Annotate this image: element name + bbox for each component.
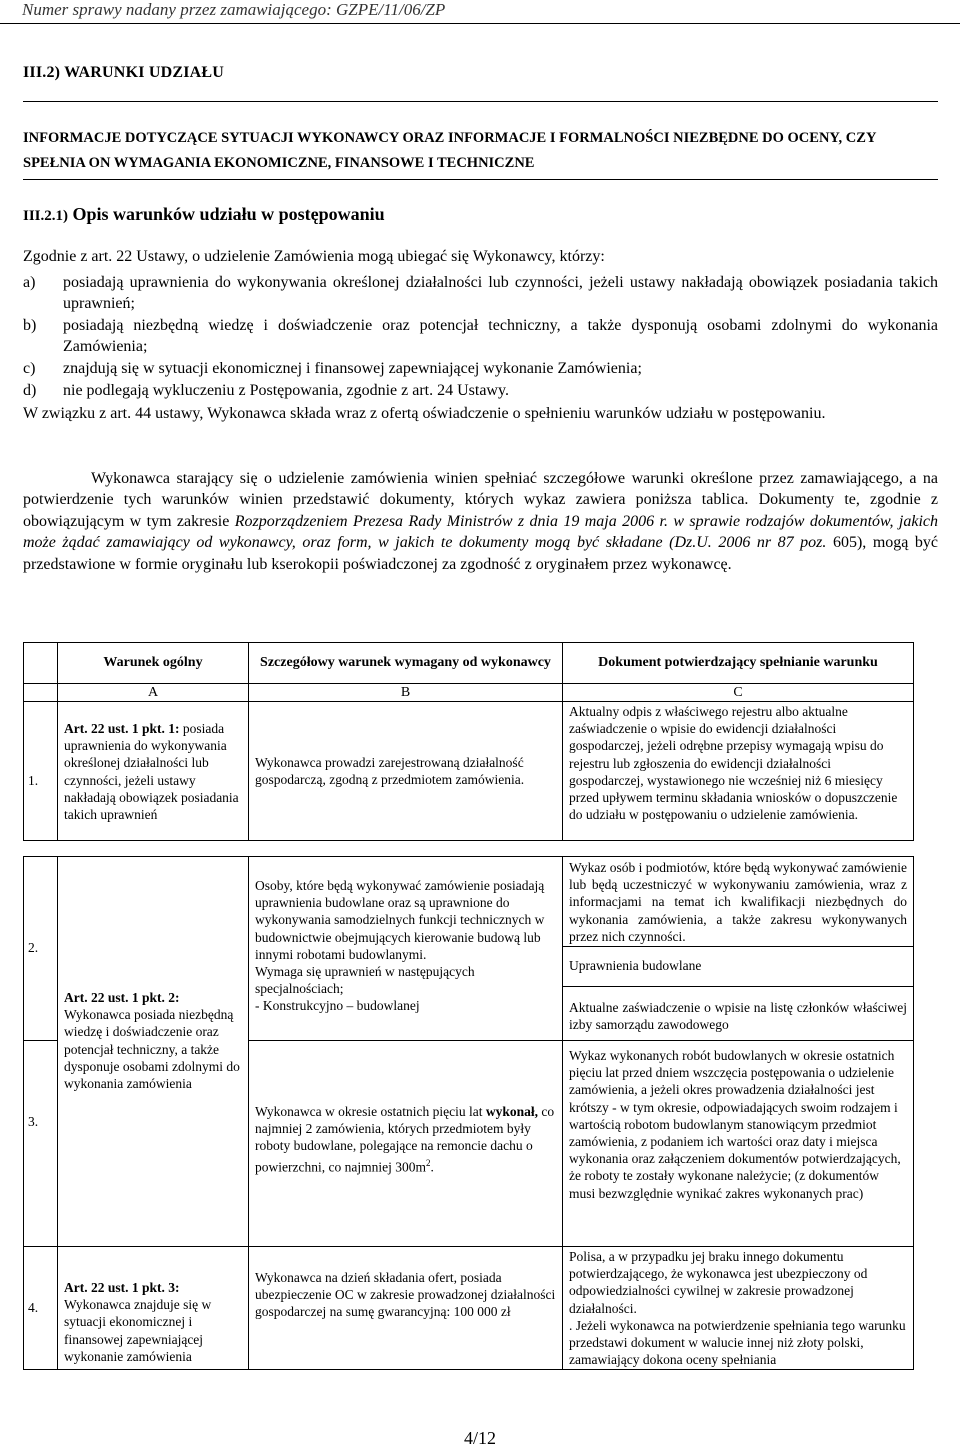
row-3-b-end: . [430, 1159, 434, 1175]
item-text-c: znajdują się w sytuacji ekonomicznej i finansowej zapewniającej wykonanie Zamówienia; [63, 360, 642, 377]
row-3-article: Art. 22 ust. 1 pkt. 2: [64, 990, 180, 1005]
table-row-2-col-c-1: Wykaz osób i podmiotów, które będą wykonywać zamówienie lub będą uczestniczyć w wykonywaniu zamówienia, wraz z informacjami na temat ich kwalifikacji niezbędnych do wykonania zamówienia, a także zakresu wykonywanych przez nich czynności. [562, 856, 914, 947]
para-italic-title: w sprawie rodzajów dokumentów, jakich może żądać zamawiający od wykonawcy, oraz form, w jakich te dokumenty mogą być składane (Dz.U. 2006 nr 87 poz. [23, 512, 938, 552]
item-letter-c: c) [23, 360, 36, 377]
table-letter-c: C [562, 683, 914, 702]
intro-closing: W związku z art. 44 ustawy, Wykonawca składa wraz z ofertą oświadczenie o spełnieniu warunków udziału w postępowaniu. [23, 405, 826, 422]
subsection-number: III.2.1) [23, 208, 69, 224]
table-row-3-col-a [57, 856, 249, 1247]
table-row-3-num: 3. [23, 1040, 58, 1247]
row-3-b-emphasis: wykonał, [485, 1104, 539, 1119]
documents-paragraph [23, 468, 938, 575]
table-row-3-col-b [248, 1040, 563, 1247]
para-italic-regulation: Rozporządzeniem Prezesa Rady Ministrów z dnia 19 maja 2006 r. [234, 512, 668, 530]
para-text-2: 605), mogą być przedstawione w formie oryginału lub kserokopii poświadczonej za zgodność z oryginałem przez wykonawcę. [23, 534, 939, 573]
item-letter-d: d) [23, 382, 37, 399]
table-header-num [23, 642, 58, 684]
row-1-condition: posiada uprawnienia do wykonywania określonej działalności lub czynności, jeżeli ustawy nakładają obowiązek posiadania takich uprawnień [64, 721, 239, 823]
table-row-2-num: 2. [23, 856, 58, 1041]
row-3-b-superscript: 2 [425, 1157, 431, 1168]
section-info: INFORMACJE DOTYCZĄCE SYTUACJI WYKONAWCY ORAZ INFORMACJE I FORMALNOŚCI NIEZBĘDNE DO OCENY, CZY SPEŁNIA ON WYMAGANIA EKONOMICZNE, FINANSOWE I TECHNICZNE [23, 130, 876, 171]
row-3-b-text: Wykonawca w okresie ostatnich pięciu lat [255, 1104, 486, 1119]
table-row-4-col-a [57, 1246, 249, 1370]
page-number: 4/12 [463, 1428, 496, 1448]
section-title: III.2) WARUNKI UDZIAŁU [23, 64, 225, 81]
table-row-1-col-c: Aktualny odpis z właściwego rejestru albo aktualne zaświadczenie o wpisie do ewidencji działalności gospodarczej, jeżeli odrębne przepisy wymagają wpisu do rejestru lub zgłoszenia do ewidencji działalności gospodarczej, wystawionego nie wcześniej niż 6 miesięcy przed upływem terminu składania wniosków o dopuszczenie do udziału w postępowaniu o udzielenie zamówienia. [562, 701, 914, 841]
table-row-4-col-b: Wykonawca na dzień składania ofert, posiada ubezpieczenie OC w zakresie prowadzonej działalności gospodarczej na sumę gwarancyjną: 100 000 zł [248, 1246, 563, 1370]
table-row-2-col-c-2: Uprawnienia budowlane [562, 946, 914, 987]
row-4-article: Art. 22 ust. 1 pkt. 3: [64, 1280, 180, 1295]
table-header-c: Dokument potwierdzający spełnianie warunku [562, 642, 914, 684]
item-text-d: nie podlegają wykluczeniu z Postępowania, zgodnie z art. 24 Ustawy. [63, 382, 509, 399]
table-row-1-col-b: Wykonawca prowadzi zarejestrowaną działalność gospodarczą, zgodną z przedmiotem zamówienia. [248, 701, 563, 841]
item-text-b: posiadają niezbędną wiedzę i doświadczenie oraz potencjał techniczny, a także dysponują osobami zdolnymi do wykonania Zamówienia; [63, 317, 938, 355]
item-text-a: posiadają uprawnienia do wykonywania określonej działalności lub czynności, jeżeli ustawy nakładają obowiązek posiadania takich uprawnień; [63, 274, 938, 312]
table-row-3-col-c: Wykaz wykonanych robót budowlanych w okresie ostatnich pięciu lat przed dniem wszczęcia postępowania o udzielenie zamówienia, a jeżeli okres prowadzenia działalności jest krótszy - w tym okresie, odpowiadających swoim rodzajem i wartością robotom budowlanym stanowiącym przedmiot zamówienia, z podaniem ich wartości oraz daty i miejsca wykonania oraz załączeniem dokumentów potwierdzających, że roboty te zostały wykonane należycie; (z dokumentów musi bezwzględnie wynikać zakres wykonanych prac) [562, 1040, 914, 1247]
table-letter-b: B [248, 683, 563, 702]
table-row-4-num: 4. [23, 1246, 58, 1370]
table-header-b: Szczegółowy warunek wymagany od wykonawcy [248, 642, 563, 684]
table-letter-a: A [57, 683, 249, 702]
table-row-4-col-c: Polisa, a w przypadku jej braku innego dokumentu potwierdzającego, że wykonawca jest ubezpieczony od odpowiedzialności cywilnej w zakresie prowadzonej działalności. . Jeżeli wykonawca na potwierdzenie spełniania tego warunku przedstawi dokument w walucie innej niż złoty polski, zamawiający dokona oceny spełniania [562, 1246, 914, 1370]
row-3-condition: Wykonawca posiada niezbędną wiedzę i doświadczenie oraz potencjał techniczny, a także dysponuje osobami zdolnymi do wykonania zamówienia [64, 1007, 240, 1092]
item-letter-a: a) [23, 274, 36, 291]
table-header-a: Warunek ogólny [57, 642, 249, 684]
subsection-title [23, 204, 385, 225]
para-text-1: Wykonawca starający się o udzielenie zamówienia winien spełniać szczegółowe warunki określone przez zamawiającego, a na potwierdzenie tych warunków winien przedstawić dokumenty, których wykaz zawiera poniższa tablica. Dokumenty te, zgodnie z obowiązującym w tym zakresie [23, 470, 938, 530]
section-rule-bottom [23, 179, 938, 180]
table-row-2-col-c-3: Aktualne zaświadczenie o wpisie na listę członków właściwej izby samorządu zawodowego [562, 986, 914, 1041]
header-rule [0, 23, 960, 24]
table-row-1-col-a [57, 701, 249, 841]
intro-lead: Zgodnie z art. 22 Ustawy, o udzielenie Zamówienia mogą ubiegać się Wykonawcy, którzy: [23, 248, 605, 265]
table-letter-num [23, 683, 58, 702]
row-3-b-text-2: co najmniej 2 zamówienia, których przedmiotem były roboty budowlane, polegające na remoncie dachu o powierzchni, co najmniej 300m [255, 1104, 555, 1175]
row-4-condition: Wykonawca znajduje się w sytuacji ekonomicznej i finansowej zapewniającej wykonanie zamówienia [64, 1297, 212, 1364]
table-row-1-num: 1. [23, 701, 58, 841]
subsection-label: Opis warunków udziału w postępowaniu [72, 204, 385, 224]
table-row-2-col-b: Osoby, które będą wykonywać zamówienie posiadają uprawnienia budowlane oraz są uprawnione do wykonywania samodzielnych funkcji technicznych w budownictwie obejmujących kierowanie budową lub innymi robotami budowlanymi. Wymaga się uprawnień w następujących specjalnościach; - Konstrukcyjno – budowlanej [248, 856, 563, 1041]
running-header: Numer sprawy nadany przez zamawiającego: GZPE/11/06/ZP [22, 0, 446, 19]
row-1-article: Art. 22 ust. 1 pkt. 1: [64, 721, 180, 736]
item-letter-b: b) [23, 317, 37, 334]
section-rule-top [23, 101, 938, 102]
